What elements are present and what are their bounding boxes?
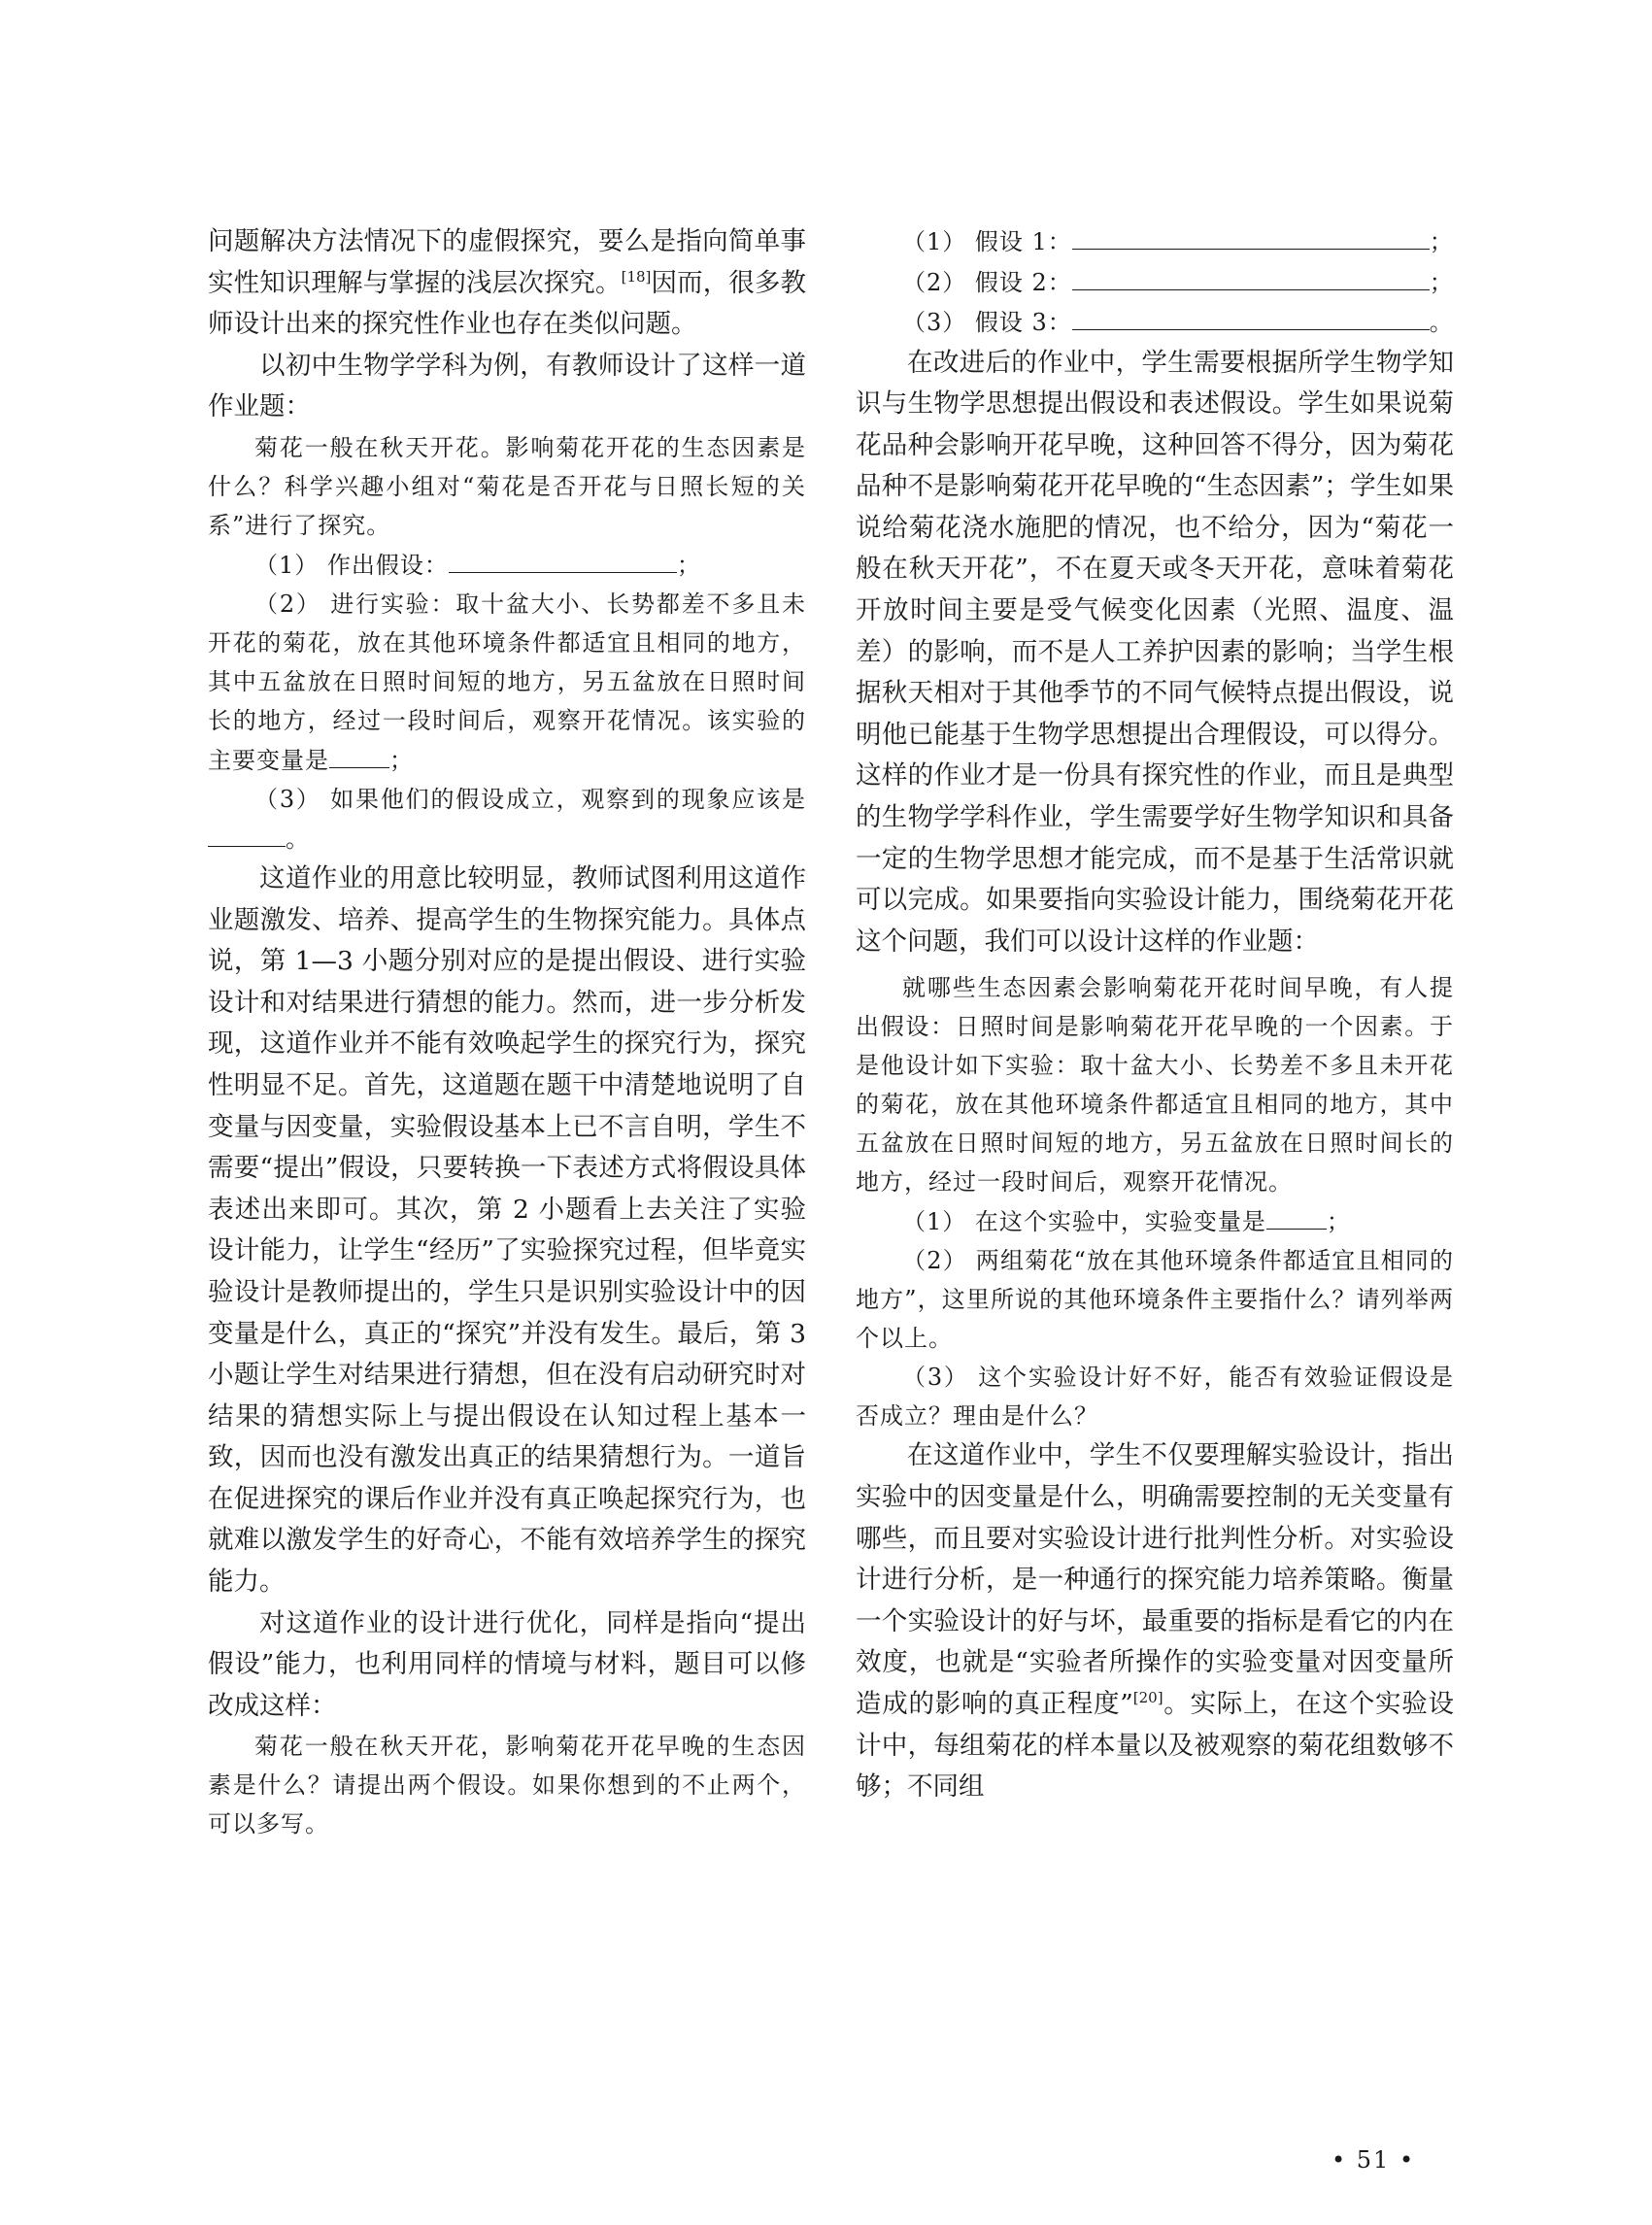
answer-blank <box>1072 262 1430 290</box>
hypothesis-item <box>856 302 1454 343</box>
question-text: ； <box>1429 228 1454 255</box>
exercise-question: （3） 这个实验设计好不好，能否有效验证假设是否成立？理由是什么？ <box>856 1364 1454 1431</box>
citation: [18] <box>621 267 652 286</box>
hypothesis-item <box>856 262 1454 303</box>
exercise-question <box>856 1201 1454 1241</box>
question-text: （2） 进行实验：取十盆大小、长势都差不多且未开花的菊花，放在其他环境条件都适宜且相同的地方，其中五盆放在日照时间短的地方，另五盆放在日照时间长的地方，经过一段时间后，观察开花情况。该实验的主要变量是 <box>208 590 806 774</box>
exercise-question: （2） 两组菊花“放在其他环境条件都适宜且相同的地方”，这里所说的其他环境条件主要指什么？请列举两个以上。 <box>856 1247 1454 1353</box>
paragraph: 对这道作业的设计进行优化，同样是指向“提出假设”能力，也利用同样的情境与材料，题目可以修改成这样： <box>208 1607 806 1721</box>
question-text: （2） 假设 2： <box>902 268 1072 296</box>
paragraph: 这道作业的用意比较明显，教师试图利用这道作业题激发、培养、提高学生的生物探究能力。具体点说，第 1—3 小题分别对应的是提出假设、进行实验设计和对结果进行猜想的能力。然而，进一步分析发现，这道作业并不能有效唤起学生的探究行为，探究性明显不足。首先，这道题在题干中清楚地说明了自变量与因变量，实验假设基本上已不言自明，学生不需要“提出”假设，只要转换一下表述方式将假设具体表述出来即可。其次，第 2 小题看上去关注了实验设计能力，让学生“经历”了实验探究过程，但毕竟实验设计是教师提出的，学生只是识别实验设计中的因变量是什么，真正的“探究”并没有发生。最后，第 3 小题让学生对结果进行猜想，但在没有启动研究时对结果的猜想实际上与提出假设在认知过程上基本一致，因而也没有激发出真正的结果猜想行为。一道旨在促进探究的课后作业并没有真正唤起探究行为，也就难以激发学生的好奇心，不能有效培养学生的探究能力。 <box>208 862 806 1598</box>
exercise-stem: 菊花一般在秋天开花。影响菊花开花的生态因素是什么？科学兴趣小组对“菊花是否开花与日照长短的关系”进行了探究。 <box>208 433 806 539</box>
question-text: 。 <box>1429 309 1454 336</box>
paragraph-text: 在这道作业中，学生不仅要理解实验设计，指出实验中的因变量是什么，明确需要控制的无关变量有哪些，而且要对实验设计进行批判性分析。对实验设计进行分析，是一种通行的探究能力培养策略。衡量一个实验设计的好与坏，最重要的指标是看它的内在效度，也就是“实验者所操作的实验变量对因变量所造成的影响的真正程度” <box>856 1440 1454 1719</box>
question-text: ； <box>1326 1208 1351 1236</box>
paragraph-text: 问题解决方法情况下的虚假探究，要么是指向简单事实性知识理解与掌握的浅层次探究。 <box>208 226 806 298</box>
question-text: （1） 假设 1： <box>902 228 1072 255</box>
page-number: • 51 • <box>1332 2146 1416 2174</box>
exercise-stem: 就哪些生态因素会影响菊花开花时间早晚，有人提出假设：日照时间是影响菊花开花早晚的一个因素。于是他设计如下实验：取十盆大小、长势差不多且未开花的菊花，放在其他环境条件都适宜且相同的地方，其中五盆放在日照时间短的地方，另五盆放在日照时间长的地方，经过一段时间后，观察开花情况。 <box>856 974 1454 1197</box>
answer-blank <box>1072 302 1430 330</box>
answer-blank <box>1266 1201 1327 1230</box>
answer-blank <box>329 740 389 768</box>
question-text: （1） 作出假设： <box>254 551 449 579</box>
question-text: ； <box>1429 268 1454 296</box>
paragraph <box>208 221 806 346</box>
answer-blank <box>449 545 677 573</box>
exercise-stem: 菊花一般在秋天开花，影响菊花开花早晚的生态因素是什么？请提出两个假设。如果你想到的不止两个，可以多写。 <box>208 1733 806 1838</box>
paragraph: 在改进后的作业中，学生需要根据所学生物学知识与生物学思想提出假设和表述假设。学生如果说菊花品种会影响开花早晚，这种回答不得分，因为菊花品种不是影响菊花开花早晚的“生态因素”；学生如果说给菊花浇水施肥的情况，也不给分，因为“菊花一般在秋天开花”，不在夏天或冬天开花，意味着菊花开放时间主要是受气候变化因素（光照、温度、温差）的影响，而不是人工养护因素的影响；当学生根据秋天相对于其他季节的不同气候特点提出假设，说明他已能基于生物学思想提出合理假设，可以得分。这样的作业才是一份具有探究性的作业，而且是典型的生物学学科作业，学生需要学好生物学知识和具备一定的生物学思想才能完成，而不是基于生活常识就可以完成。如果要指向实验设计能力，围绕菊花开花这个问题，我们可以设计这样的作业题： <box>856 347 1454 957</box>
answer-blank <box>1072 221 1430 250</box>
exercise-question <box>208 545 806 585</box>
question-text: 。 <box>286 825 310 853</box>
paragraph-text: 。实际上，在这个实验设计中，每组菊花的样本量以及被观察的菊花组数够不够；不同组 <box>856 1688 1454 1803</box>
answer-blank <box>208 819 286 847</box>
question-text: （1） 在这个实验中，实验变量是 <box>902 1208 1266 1236</box>
question-text: ； <box>676 551 701 579</box>
exercise-question <box>208 585 806 780</box>
citation: [20] <box>1132 1689 1163 1707</box>
paragraph: 以初中生物学学科为例，有教师设计了这样一道作业题： <box>208 350 806 422</box>
paragraph-text: 因而，很多教师设计出来的探究性作业也存在类似问题。 <box>208 267 807 340</box>
question-text: ； <box>389 746 414 774</box>
hypothesis-item <box>856 221 1454 262</box>
left-column <box>208 221 806 1843</box>
paragraph <box>856 1435 1454 1807</box>
question-text: （3） 假设 3： <box>902 309 1072 336</box>
question-text: （3） 如果他们的假设成立，观察到的现象应该是 <box>254 785 806 813</box>
right-column <box>856 221 1454 1808</box>
exercise-question <box>208 780 806 859</box>
